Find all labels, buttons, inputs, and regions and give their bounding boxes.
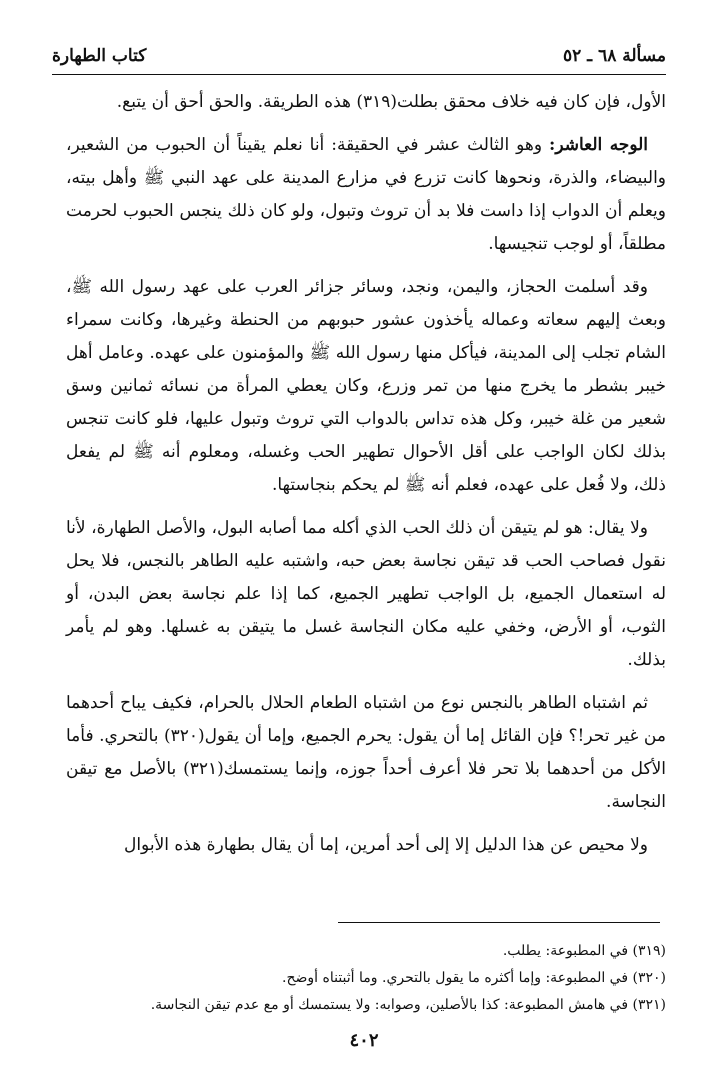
footnote-rule: [338, 922, 660, 923]
paragraph-text: الأول، فإن كان فيه خلاف محقق بطلت(٣١٩) هذه الطريقة. والحق أحق أن يتبع.: [116, 92, 666, 112]
issue-label: مسألة ٦٨ ـ ٥٢: [562, 46, 666, 66]
paragraph: [66, 829, 666, 862]
paragraph-text: وهو الثالث عشر في الحقيقة: أنا نعلم يقيناً أن الحبوب من الشعير، والبيضاء، والذرة، ونحوها كانت تزرع في مزارع المدينة على عهد النبي ﷺ وأهل بيته، ويعلم أن الدواب إذا داست فلا بد أن تروث وتبول، ولو كان ذلك ينجس الحبوب لحرمت مطلقاً، أو لوجب تنجيسها.: [66, 135, 666, 254]
paragraph-text: وقد أسلمت الحجاز، واليمن، ونجد، وسائر جزائر العرب على عهد رسول الله ﷺ، وبعث إليهم سعاته وعماله يأخذون عشور حبوبهم من الحنطة وغيرها، وكانت سمراء الشام تجلب إلى المدينة، فيأكل منها رسول الله ﷺ والمؤمنون على عهده. وعامل أهل خيبر بشطر ما يخرج منها من تمر وزرع، وكان يعطي المرأة من نسائه ثمانين وسق شعير من غلة خيبر، وكل هذه تداس بالدواب التي تروث وتبول عليها، فلو كانت تنجس بذلك لكان الواجب على أقل الأحوال تطهير الحب وغسله، ومعلوم أنه ﷺ لم يفعل ذلك، ولا فُعل على عهده، فعلم أنه ﷺ لم يحكم بنجاستها.: [66, 277, 666, 495]
paragraph-text: ولا محيص عن هذا الدليل إلا إلى أحد أمرين، إما أن يقال بطهارة هذه الأبوال: [123, 835, 648, 855]
running-header: [52, 44, 666, 72]
paragraph: [66, 129, 666, 261]
section-heading: الوجه العاشر:: [549, 135, 648, 155]
paragraph-text: ثم اشتباه الطاهر بالنجس نوع من اشتباه الطعام الحلال بالحرام، فكيف يباح أحدهما من غير تحر!؟ فإن القائل إما أن يقول: يحرم الجميع، وإما أن يقول(٣٢٠) بالتحري. فأما الأكل من أحدهما بلا تحر فلا أعرف أحداً جوزه، وإنما يستمسك(٣٢١) بالأصل مع تيقن النجاسة.: [66, 693, 666, 812]
book-title: كتاب الطهارة: [52, 46, 147, 66]
paragraph: [66, 512, 666, 677]
footnote: (٣١٩) في المطبوعة: يطلب.: [502, 943, 666, 959]
main-text: [66, 86, 666, 872]
footnotes: [66, 938, 666, 1019]
page-number: ٤٠٢: [349, 1030, 379, 1051]
footnote: (٣٢٠) في المطبوعة: وإما أكثره ما يقول بالتحري. وما أثبتناه أوضح.: [282, 970, 666, 986]
paragraph-text: ولا يقال: هو لم يتيقن أن ذلك الحب الذي أكله مما أصابه البول، والأصل الطهارة، لأنا نقول فصاحب الحب قد تيقن نجاسة بعض حبه، واشتبه عليه الطاهر بالنجس، فلا يحل له استعمال الجميع، بل الواجب تطهير الجميع، كما إذا علم نجاسة بعض البدن، أو الثوب، أو الأرض، وخفي عليه مكان النجاسة غسل ما يتيقن به غسلها. وهو لم يأمر بذلك.: [66, 518, 666, 670]
paragraph: [66, 687, 666, 819]
footnote: (٣٢١) في هامش المطبوعة: كذا بالأصلين، وصوابه: ولا يستمسك أو مع عدم تيقن النجاسة.: [150, 997, 666, 1013]
paragraph: [66, 86, 666, 119]
paragraph: [66, 271, 666, 502]
header-rule: [52, 74, 666, 75]
